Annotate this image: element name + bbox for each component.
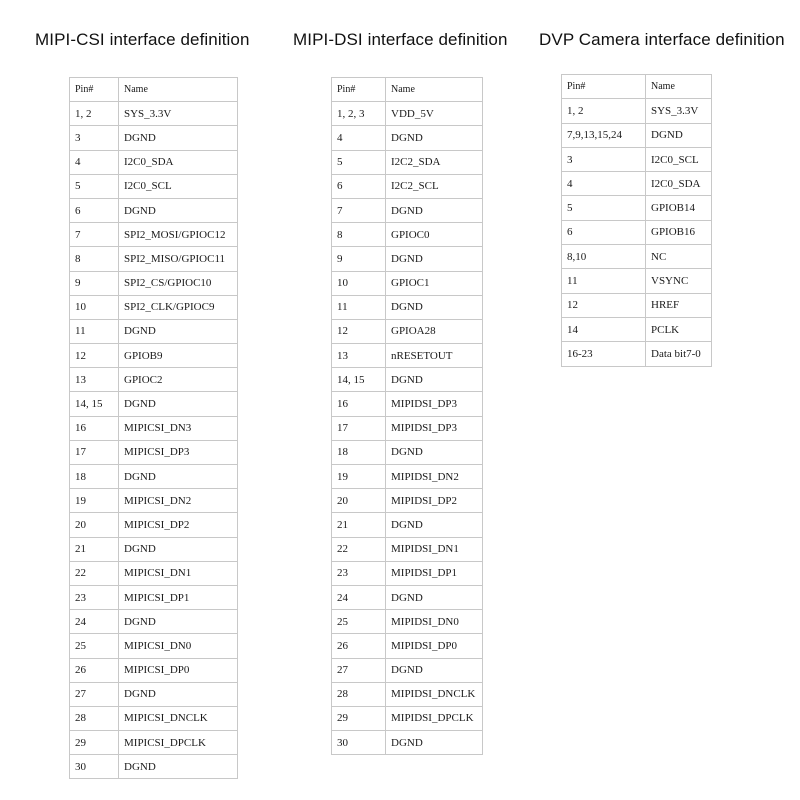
table-row (562, 99, 712, 123)
signal-name-cell: MIPIDSI_DP2 (386, 489, 483, 513)
signal-name-cell: SPI2_CLK/GPIOC9 (119, 295, 238, 319)
pin-number-cell: 26 (70, 658, 119, 682)
pin-number-cell: 17 (70, 440, 119, 464)
signal-name-cell: SYS_3.3V (119, 102, 238, 126)
table-row (332, 634, 483, 658)
signal-name-cell: NC (646, 245, 712, 269)
pin-number-cell: 18 (70, 465, 119, 489)
table-row (70, 271, 238, 295)
signal-name-cell: DGND (386, 198, 483, 222)
signal-name-cell: DGND (119, 198, 238, 222)
table-row (562, 196, 712, 220)
pin-number-cell: 25 (70, 634, 119, 658)
pin-number-cell: 6 (70, 198, 119, 222)
signal-name-cell: I2C2_SDA (386, 150, 483, 174)
pin-number-cell: 23 (70, 585, 119, 609)
dsi-pin-table (331, 77, 483, 755)
table-row (70, 658, 238, 682)
dvp-pin-table (561, 74, 712, 367)
signal-name-cell: GPIOC1 (386, 271, 483, 295)
table-row (70, 513, 238, 537)
pin-number-cell: 17 (332, 416, 386, 440)
table-row (332, 368, 483, 392)
table-header-row (332, 78, 483, 102)
csi-section-title: MIPI-CSI interface definition (35, 30, 250, 49)
pin-number-cell: 6 (332, 174, 386, 198)
header-name: Name (386, 78, 483, 102)
signal-name-cell: MIPICSI_DNCLK (119, 706, 238, 730)
signal-name-cell: I2C0_SCL (646, 147, 712, 171)
signal-name-cell: DGND (119, 537, 238, 561)
signal-name-cell: MIPIDSI_DNCLK (386, 682, 483, 706)
table-row (70, 223, 238, 247)
table-row (70, 755, 238, 779)
pin-number-cell: 27 (70, 682, 119, 706)
table-row (332, 102, 483, 126)
pin-number-cell: 8 (70, 247, 119, 271)
signal-name-cell: DGND (386, 126, 483, 150)
table-row (562, 147, 712, 171)
signal-name-cell: MIPICSI_DP0 (119, 658, 238, 682)
pin-number-cell: 29 (70, 731, 119, 755)
table-row (332, 513, 483, 537)
pin-number-cell: 3 (562, 147, 646, 171)
signal-name-cell: MIPIDSI_DN1 (386, 537, 483, 561)
table-row (70, 174, 238, 198)
signal-name-cell: Data bit7-0 (646, 342, 712, 366)
table-row (332, 223, 483, 247)
pin-number-cell: 18 (332, 440, 386, 464)
signal-name-cell: SPI2_MISO/GPIOC11 (119, 247, 238, 271)
signal-name-cell: MIPICSI_DN2 (119, 489, 238, 513)
pin-number-cell: 24 (70, 610, 119, 634)
table-row (332, 174, 483, 198)
pin-number-cell: 8 (332, 223, 386, 247)
signal-name-cell: I2C0_SDA (119, 150, 238, 174)
table-row (70, 585, 238, 609)
pin-number-cell: 7 (70, 223, 119, 247)
pin-number-cell: 9 (70, 271, 119, 295)
signal-name-cell: DGND (119, 126, 238, 150)
pin-number-cell: 1, 2, 3 (332, 102, 386, 126)
signal-name-cell: GPIOC2 (119, 368, 238, 392)
signal-name-cell: DGND (119, 682, 238, 706)
table-row (562, 245, 712, 269)
pin-number-cell: 4 (562, 172, 646, 196)
table-row (332, 537, 483, 561)
pin-number-cell: 7,9,13,15,24 (562, 123, 646, 147)
pin-number-cell: 21 (332, 513, 386, 537)
pin-number-cell: 28 (70, 706, 119, 730)
signal-name-cell: MIPIDSI_DN0 (386, 610, 483, 634)
pin-number-cell: 29 (332, 706, 386, 730)
table-row (332, 126, 483, 150)
pin-number-cell: 4 (332, 126, 386, 150)
dsi-section-title: MIPI-DSI interface definition (293, 30, 508, 49)
signal-name-cell: MIPIDSI_DP3 (386, 416, 483, 440)
table-row (332, 706, 483, 730)
signal-name-cell: HREF (646, 293, 712, 317)
signal-name-cell: SPI2_CS/GPIOC10 (119, 271, 238, 295)
table-row (70, 416, 238, 440)
pin-number-cell: 22 (332, 537, 386, 561)
table-row (332, 319, 483, 343)
table-row (70, 368, 238, 392)
table-row (562, 220, 712, 244)
table-row (332, 392, 483, 416)
pin-number-cell: 14, 15 (70, 392, 119, 416)
table-row (332, 658, 483, 682)
signal-name-cell: I2C2_SCL (386, 174, 483, 198)
signal-name-cell: MIPICSI_DPCLK (119, 731, 238, 755)
table-row (562, 269, 712, 293)
table-row (70, 198, 238, 222)
signal-name-cell: GPIOB14 (646, 196, 712, 220)
signal-name-cell: MIPIDSI_DP1 (386, 561, 483, 585)
signal-name-cell: DGND (386, 658, 483, 682)
table-header-row (562, 75, 712, 99)
signal-name-cell: DGND (386, 440, 483, 464)
pin-number-cell: 11 (332, 295, 386, 319)
pin-number-cell: 8,10 (562, 245, 646, 269)
table-row (70, 537, 238, 561)
table-row (70, 489, 238, 513)
pin-number-cell: 9 (332, 247, 386, 271)
pin-number-cell: 10 (70, 295, 119, 319)
signal-name-cell: GPIOA28 (386, 319, 483, 343)
table-row (332, 295, 483, 319)
pin-number-cell: 27 (332, 658, 386, 682)
table-row (70, 634, 238, 658)
table-row (70, 392, 238, 416)
table-row (70, 319, 238, 343)
signal-name-cell: PCLK (646, 317, 712, 341)
signal-name-cell: MIPICSI_DN0 (119, 634, 238, 658)
signal-name-cell: DGND (386, 295, 483, 319)
signal-name-cell: DGND (119, 465, 238, 489)
signal-name-cell: MIPICSI_DP3 (119, 440, 238, 464)
table-row (332, 682, 483, 706)
table-row (332, 150, 483, 174)
table-row (70, 102, 238, 126)
pin-number-cell: 10 (332, 271, 386, 295)
table-row (70, 247, 238, 271)
pin-number-cell: 30 (70, 755, 119, 779)
pin-number-cell: 12 (332, 319, 386, 343)
table-row (70, 610, 238, 634)
pin-number-cell: 1, 2 (562, 99, 646, 123)
pin-number-cell: 13 (70, 368, 119, 392)
signal-name-cell: DGND (119, 319, 238, 343)
pin-number-cell: 5 (562, 196, 646, 220)
header-pin: Pin# (70, 78, 119, 102)
table-row (70, 706, 238, 730)
signal-name-cell: DGND (386, 585, 483, 609)
pin-number-cell: 25 (332, 610, 386, 634)
signal-name-cell: DGND (386, 731, 483, 755)
pin-number-cell: 20 (332, 489, 386, 513)
table-row (562, 123, 712, 147)
pin-number-cell: 28 (332, 682, 386, 706)
table-row (332, 247, 483, 271)
signal-name-cell: MIPIDSI_DP3 (386, 392, 483, 416)
pin-number-cell: 20 (70, 513, 119, 537)
pin-number-cell: 5 (332, 150, 386, 174)
signal-name-cell: VSYNC (646, 269, 712, 293)
signal-name-cell: DGND (119, 610, 238, 634)
pin-number-cell: 3 (70, 126, 119, 150)
signal-name-cell: I2C0_SDA (646, 172, 712, 196)
pin-number-cell: 16 (70, 416, 119, 440)
table-row (562, 342, 712, 366)
table-row (70, 126, 238, 150)
pin-number-cell: 30 (332, 731, 386, 755)
signal-name-cell: DGND (119, 755, 238, 779)
signal-name-cell: SPI2_MOSI/GPIOC12 (119, 223, 238, 247)
pin-number-cell: 24 (332, 585, 386, 609)
pin-number-cell: 26 (332, 634, 386, 658)
table-row (332, 416, 483, 440)
signal-name-cell: DGND (119, 392, 238, 416)
signal-name-cell: GPIOB9 (119, 344, 238, 368)
table-row (70, 465, 238, 489)
dvp-section-title: DVP Camera interface definition (539, 30, 785, 49)
pin-number-cell: 21 (70, 537, 119, 561)
signal-name-cell: DGND (646, 123, 712, 147)
table-row (332, 561, 483, 585)
signal-name-cell: nRESETOUT (386, 344, 483, 368)
pin-number-cell: 6 (562, 220, 646, 244)
table-row (332, 344, 483, 368)
pin-number-cell: 19 (70, 489, 119, 513)
pin-number-cell: 11 (70, 319, 119, 343)
pin-number-cell: 13 (332, 344, 386, 368)
pin-number-cell: 11 (562, 269, 646, 293)
signal-name-cell: MIPICSI_DN3 (119, 416, 238, 440)
pin-number-cell: 12 (562, 293, 646, 317)
signal-name-cell: VDD_5V (386, 102, 483, 126)
signal-name-cell: DGND (386, 247, 483, 271)
table-row (332, 585, 483, 609)
table-row (332, 271, 483, 295)
pin-number-cell: 5 (70, 174, 119, 198)
csi-pin-table (69, 77, 238, 779)
table-row (332, 440, 483, 464)
table-row (70, 682, 238, 706)
table-row (70, 295, 238, 319)
signal-name-cell: SYS_3.3V (646, 99, 712, 123)
signal-name-cell: MIPICSI_DN1 (119, 561, 238, 585)
header-name: Name (646, 75, 712, 99)
signal-name-cell: MIPICSI_DP1 (119, 585, 238, 609)
table-row (332, 465, 483, 489)
pin-number-cell: 23 (332, 561, 386, 585)
pin-number-cell: 14 (562, 317, 646, 341)
pin-number-cell: 1, 2 (70, 102, 119, 126)
table-row (70, 344, 238, 368)
table-row (332, 731, 483, 755)
signal-name-cell: MIPIDSI_DP0 (386, 634, 483, 658)
pin-number-cell: 19 (332, 465, 386, 489)
table-header-row (70, 78, 238, 102)
header-pin: Pin# (332, 78, 386, 102)
table-row (70, 731, 238, 755)
table-row (70, 150, 238, 174)
signal-name-cell: DGND (386, 513, 483, 537)
table-row (562, 293, 712, 317)
table-row (332, 489, 483, 513)
pin-number-cell: 7 (332, 198, 386, 222)
pin-number-cell: 22 (70, 561, 119, 585)
header-pin: Pin# (562, 75, 646, 99)
table-row (562, 317, 712, 341)
table-row (70, 561, 238, 585)
pin-number-cell: 12 (70, 344, 119, 368)
table-row (562, 172, 712, 196)
table-row (70, 440, 238, 464)
signal-name-cell: GPIOB16 (646, 220, 712, 244)
signal-name-cell: MIPICSI_DP2 (119, 513, 238, 537)
pin-number-cell: 4 (70, 150, 119, 174)
pin-number-cell: 16-23 (562, 342, 646, 366)
pin-number-cell: 14, 15 (332, 368, 386, 392)
header-name: Name (119, 78, 238, 102)
signal-name-cell: MIPIDSI_DPCLK (386, 706, 483, 730)
table-row (332, 198, 483, 222)
signal-name-cell: GPIOC0 (386, 223, 483, 247)
pin-number-cell: 16 (332, 392, 386, 416)
table-row (332, 610, 483, 634)
signal-name-cell: MIPIDSI_DN2 (386, 465, 483, 489)
signal-name-cell: DGND (386, 368, 483, 392)
signal-name-cell: I2C0_SCL (119, 174, 238, 198)
